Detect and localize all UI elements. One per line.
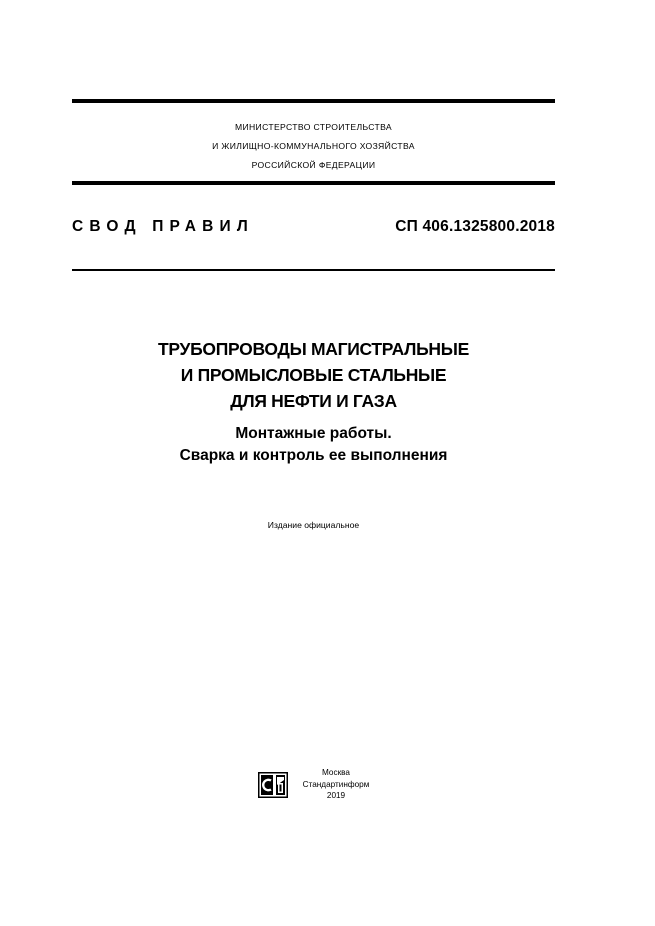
ministry-line-1: МИНИСТЕРСТВО СТРОИТЕЛЬСТВА (234, 122, 393, 132)
publisher-block (298, 767, 374, 802)
edition-note: Издание официальное (267, 520, 360, 530)
ministry-line-2: И ЖИЛИЩНО-КОММУНАЛЬНОГО ХОЗЯЙСТВА (212, 141, 415, 151)
document-subtitle (72, 423, 555, 467)
middle-rule (72, 181, 555, 185)
publication-year: 2019 (326, 791, 346, 800)
header-rule (72, 269, 555, 271)
document-title (72, 336, 555, 414)
top-rule (72, 99, 555, 103)
title-line-2: И ПРОМЫСЛОВЫЕ СТАЛЬНЫЕ (180, 365, 447, 385)
title-line-1: ТРУБОПРОВОДЫ МАГИСТРАЛЬНЫЕ (158, 339, 469, 359)
subtitle-line-2: Сварка и контроль ее выполнения (179, 447, 448, 464)
ministry-block (72, 118, 555, 175)
ministry-line-3: РОССИЙСКОЙ ФЕДЕРАЦИИ (251, 160, 376, 170)
subtitle-line-1: Монтажные работы. (235, 425, 392, 442)
title-line-3: ДЛЯ НЕФТИ И ГАЗА (230, 391, 397, 411)
standartinform-logo-icon (258, 772, 288, 798)
publisher-city: Москва (322, 768, 350, 777)
document-code: СП 406.1325800.2018 (395, 218, 555, 235)
publisher-name: Стандартинформ (302, 779, 370, 789)
document-series: СВОД ПРАВИЛ (72, 218, 254, 235)
